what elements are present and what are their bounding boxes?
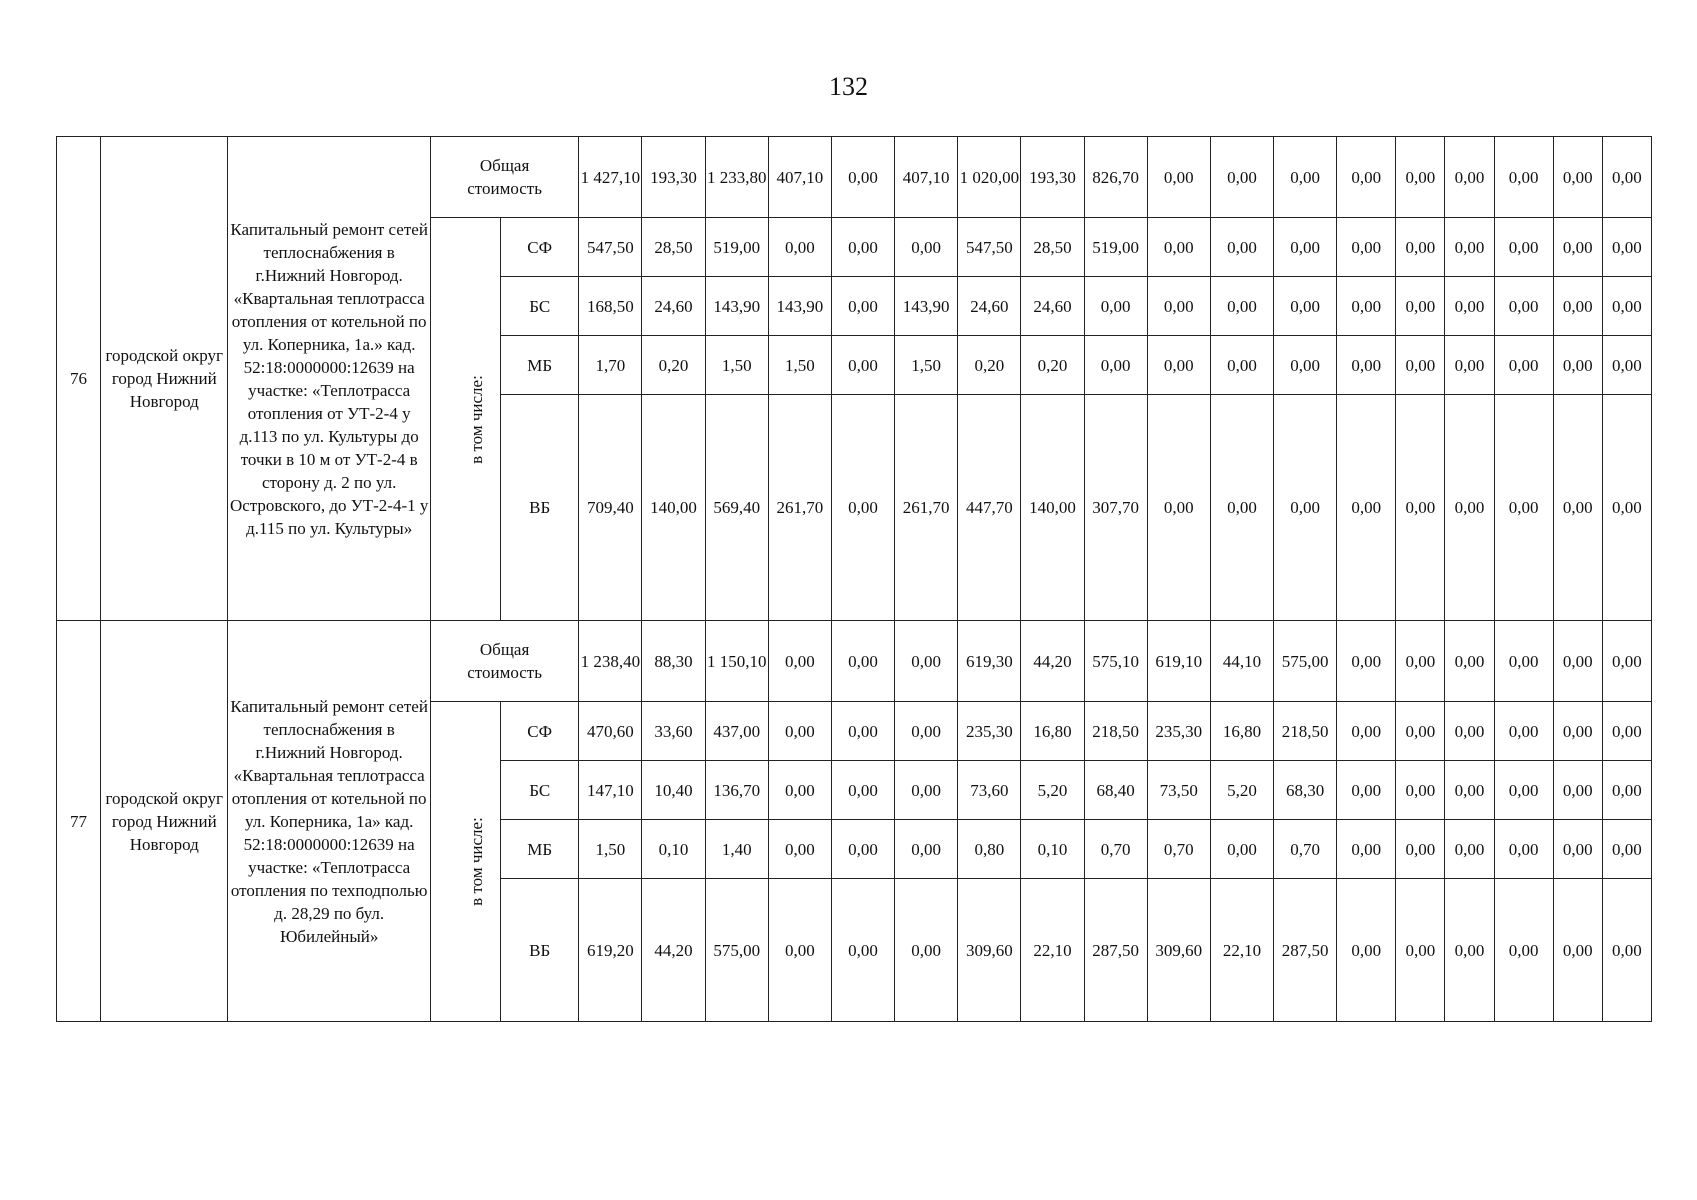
value-cell: 575,10: [1084, 621, 1147, 702]
value-cell: 0,00: [1445, 621, 1494, 702]
value-cell: 0,00: [1602, 218, 1651, 277]
value-cell: 0,00: [1445, 395, 1494, 621]
value-cell: 0,00: [895, 702, 958, 761]
value-cell: 1 233,80: [705, 137, 768, 218]
value-cell: 143,90: [895, 277, 958, 336]
page-number: 132: [829, 72, 868, 101]
value-cell: 24,60: [1021, 277, 1084, 336]
value-cell: 235,30: [958, 702, 1021, 761]
value-cell: 0,00: [768, 761, 831, 820]
value-cell: 0,00: [1553, 336, 1602, 395]
value-cell: 709,40: [579, 395, 642, 621]
value-cell: 44,20: [642, 879, 705, 1022]
funding-source-label: МБ: [501, 336, 579, 395]
value-cell: 235,30: [1147, 702, 1210, 761]
value-cell: 0,00: [1445, 277, 1494, 336]
value-cell: 569,40: [705, 395, 768, 621]
value-cell: 0,00: [1210, 218, 1273, 277]
value-cell: 0,00: [1553, 820, 1602, 879]
value-cell: 73,50: [1147, 761, 1210, 820]
value-cell: 16,80: [1210, 702, 1273, 761]
value-cell: 0,10: [642, 820, 705, 879]
value-cell: 24,60: [958, 277, 1021, 336]
value-cell: 22,10: [1021, 879, 1084, 1022]
value-cell: 0,00: [1445, 761, 1494, 820]
funding-source-label: СФ: [501, 218, 579, 277]
value-cell: 0,00: [1396, 820, 1445, 879]
value-cell: 0,80: [958, 820, 1021, 879]
value-cell: 1,50: [768, 336, 831, 395]
value-cell: 193,30: [642, 137, 705, 218]
value-cell: 0,00: [768, 218, 831, 277]
value-cell: 0,00: [1274, 336, 1337, 395]
value-cell: 407,10: [895, 137, 958, 218]
value-cell: 0,00: [1494, 277, 1553, 336]
value-cell: 0,00: [895, 761, 958, 820]
record-total-row: [57, 621, 1652, 702]
value-cell: 575,00: [1274, 621, 1337, 702]
value-cell: 0,00: [1553, 879, 1602, 1022]
value-cell: 0,00: [1337, 395, 1396, 621]
value-cell: 0,00: [1210, 820, 1273, 879]
value-cell: 218,50: [1274, 702, 1337, 761]
value-cell: 0,00: [1553, 277, 1602, 336]
value-cell: 0,00: [831, 702, 894, 761]
value-cell: 73,60: [958, 761, 1021, 820]
value-cell: 1 427,10: [579, 137, 642, 218]
value-cell: 0,00: [1147, 336, 1210, 395]
value-cell: 0,00: [1553, 621, 1602, 702]
value-cell: 136,70: [705, 761, 768, 820]
value-cell: 22,10: [1210, 879, 1273, 1022]
value-cell: 0,00: [1602, 820, 1651, 879]
value-cell: 28,50: [1021, 218, 1084, 277]
value-cell: 0,00: [1553, 218, 1602, 277]
value-cell: 140,00: [1021, 395, 1084, 621]
value-cell: 0,00: [1602, 277, 1651, 336]
value-cell: 0,00: [831, 395, 894, 621]
total-cost-label: Общая стоимость: [430, 621, 578, 702]
value-cell: 619,30: [958, 621, 1021, 702]
value-cell: 44,20: [1021, 621, 1084, 702]
value-cell: 0,20: [958, 336, 1021, 395]
record-description: Капитальный ремонт сетей теплоснабжения в г.Нижний Новгород. «Квартальная теплотрасса отопления от котельной по ул. Коперника, 1а.» кад. 52:18:0000000:12639 на участке: «Теплотрасса отопления от УТ-2-4 у д.113 по ул. Культуры до точки в 10 м от УТ-2-4 в сторону д. 2 по ул. Островского, до УТ-2-4-1 у д.115 по ул. Культуры»: [228, 137, 431, 621]
value-cell: 0,00: [1602, 702, 1651, 761]
value-cell: 0,00: [1396, 702, 1445, 761]
value-cell: 0,00: [1445, 879, 1494, 1022]
value-cell: 619,10: [1147, 621, 1210, 702]
value-cell: 0,00: [1396, 137, 1445, 218]
funding-source-label: МБ: [501, 820, 579, 879]
value-cell: 0,00: [1084, 277, 1147, 336]
value-cell: 287,50: [1084, 879, 1147, 1022]
value-cell: 0,00: [895, 820, 958, 879]
value-cell: 0,00: [1445, 137, 1494, 218]
value-cell: 143,90: [705, 277, 768, 336]
value-cell: 0,00: [1396, 277, 1445, 336]
value-cell: 309,60: [1147, 879, 1210, 1022]
value-cell: 147,10: [579, 761, 642, 820]
value-cell: 28,50: [642, 218, 705, 277]
value-cell: 218,50: [1084, 702, 1147, 761]
record-municipality: городской округ город Нижний Новгород: [101, 137, 228, 621]
value-cell: 519,00: [705, 218, 768, 277]
value-cell: 5,20: [1021, 761, 1084, 820]
value-cell: 0,00: [1553, 761, 1602, 820]
value-cell: 1 238,40: [579, 621, 642, 702]
value-cell: 0,70: [1147, 820, 1210, 879]
value-cell: 0,00: [831, 336, 894, 395]
value-cell: 547,50: [958, 218, 1021, 277]
value-cell: 0,00: [1494, 879, 1553, 1022]
value-cell: 0,00: [1396, 879, 1445, 1022]
value-cell: 0,00: [1274, 137, 1337, 218]
value-cell: 0,00: [1602, 761, 1651, 820]
value-cell: 0,00: [1274, 395, 1337, 621]
record-index: 76: [57, 137, 101, 621]
value-cell: 0,00: [1084, 336, 1147, 395]
value-cell: 0,00: [1494, 702, 1553, 761]
record-description: Капитальный ремонт сетей теплоснабжения в г.Нижний Новгород. «Квартальная теплотрасса отопления от котельной по ул. Коперника, 1а» кад. 52:18:0000000:12639 на участке: «Теплотрасса отопления по техподполью д. 28,29 по бул. Юбилейный»: [228, 621, 431, 1022]
value-cell: 0,00: [831, 218, 894, 277]
value-cell: 0,00: [1210, 336, 1273, 395]
value-cell: 68,40: [1084, 761, 1147, 820]
value-cell: 0,00: [1337, 336, 1396, 395]
value-cell: 0,00: [1210, 395, 1273, 621]
value-cell: 261,70: [768, 395, 831, 621]
value-cell: 0,00: [1210, 277, 1273, 336]
record-total-row: [57, 137, 1652, 218]
including-text: в том числе:: [466, 817, 486, 906]
funding-source-label: ВБ: [501, 395, 579, 621]
value-cell: 0,20: [642, 336, 705, 395]
record-municipality: городской округ город Нижний Новгород: [101, 621, 228, 1022]
value-cell: 0,00: [1147, 137, 1210, 218]
value-cell: 0,70: [1274, 820, 1337, 879]
value-cell: 0,00: [1396, 395, 1445, 621]
value-cell: 0,00: [1147, 218, 1210, 277]
value-cell: 140,00: [642, 395, 705, 621]
value-cell: 0,00: [1445, 702, 1494, 761]
value-cell: 0,00: [831, 761, 894, 820]
value-cell: 0,10: [1021, 820, 1084, 879]
value-cell: 0,00: [1274, 277, 1337, 336]
value-cell: 519,00: [1084, 218, 1147, 277]
value-cell: 437,00: [705, 702, 768, 761]
value-cell: 0,00: [1602, 879, 1651, 1022]
value-cell: 0,00: [1602, 336, 1651, 395]
funding-source-label: СФ: [501, 702, 579, 761]
including-text: в том числе:: [466, 374, 486, 464]
value-cell: 193,30: [1021, 137, 1084, 218]
value-cell: 0,00: [1337, 218, 1396, 277]
value-cell: 0,00: [1396, 218, 1445, 277]
value-cell: 16,80: [1021, 702, 1084, 761]
including-label: [430, 218, 500, 621]
value-cell: 33,60: [642, 702, 705, 761]
value-cell: 1,40: [705, 820, 768, 879]
value-cell: 0,00: [1445, 218, 1494, 277]
value-cell: 0,00: [1445, 336, 1494, 395]
value-cell: 0,00: [1494, 820, 1553, 879]
value-cell: 1,50: [705, 336, 768, 395]
value-cell: 0,00: [1337, 761, 1396, 820]
value-cell: 0,00: [1602, 395, 1651, 621]
value-cell: 0,00: [1147, 395, 1210, 621]
value-cell: 0,00: [1337, 879, 1396, 1022]
value-cell: 0,00: [895, 879, 958, 1022]
value-cell: 0,00: [1602, 621, 1651, 702]
value-cell: 619,20: [579, 879, 642, 1022]
value-cell: 0,00: [831, 621, 894, 702]
value-cell: 143,90: [768, 277, 831, 336]
value-cell: 0,00: [1494, 621, 1553, 702]
including-label: [430, 702, 500, 1022]
value-cell: 0,00: [831, 137, 894, 218]
value-cell: 0,20: [1021, 336, 1084, 395]
value-cell: 1 150,10: [705, 621, 768, 702]
value-cell: 0,00: [831, 277, 894, 336]
value-cell: 0,00: [831, 820, 894, 879]
value-cell: 0,00: [1553, 395, 1602, 621]
value-cell: 0,00: [1494, 395, 1553, 621]
value-cell: 0,00: [1337, 137, 1396, 218]
total-cost-label: Общая стоимость: [430, 137, 578, 218]
value-cell: 0,70: [1084, 820, 1147, 879]
value-cell: 1,70: [579, 336, 642, 395]
value-cell: 0,00: [895, 621, 958, 702]
value-cell: 0,00: [1396, 336, 1445, 395]
value-cell: 0,00: [1337, 277, 1396, 336]
value-cell: 88,30: [642, 621, 705, 702]
value-cell: 309,60: [958, 879, 1021, 1022]
record-index: 77: [57, 621, 101, 1022]
value-cell: 0,00: [1602, 137, 1651, 218]
value-cell: 24,60: [642, 277, 705, 336]
value-cell: 0,00: [1396, 761, 1445, 820]
value-cell: 0,00: [1337, 702, 1396, 761]
value-cell: 1 020,00: [958, 137, 1021, 218]
value-cell: 0,00: [768, 702, 831, 761]
value-cell: 307,70: [1084, 395, 1147, 621]
funding-source-label: ВБ: [501, 879, 579, 1022]
value-cell: 0,00: [1337, 621, 1396, 702]
value-cell: 0,00: [1445, 820, 1494, 879]
value-cell: 0,00: [768, 820, 831, 879]
value-cell: 547,50: [579, 218, 642, 277]
value-cell: 0,00: [1147, 277, 1210, 336]
value-cell: 0,00: [1494, 218, 1553, 277]
funding-source-label: БС: [501, 761, 579, 820]
value-cell: 1,50: [579, 820, 642, 879]
value-cell: 0,00: [1494, 137, 1553, 218]
value-cell: 0,00: [768, 879, 831, 1022]
value-cell: 0,00: [1494, 336, 1553, 395]
value-cell: 68,30: [1274, 761, 1337, 820]
value-cell: 0,00: [768, 621, 831, 702]
budget-table: [56, 136, 1652, 1022]
value-cell: 0,00: [1494, 761, 1553, 820]
value-cell: 0,00: [1274, 218, 1337, 277]
value-cell: 261,70: [895, 395, 958, 621]
value-cell: 826,70: [1084, 137, 1147, 218]
value-cell: 407,10: [768, 137, 831, 218]
value-cell: 287,50: [1274, 879, 1337, 1022]
value-cell: 10,40: [642, 761, 705, 820]
value-cell: 168,50: [579, 277, 642, 336]
value-cell: 0,00: [895, 218, 958, 277]
value-cell: 470,60: [579, 702, 642, 761]
value-cell: 0,00: [1553, 702, 1602, 761]
value-cell: 0,00: [1337, 820, 1396, 879]
value-cell: 0,00: [831, 879, 894, 1022]
value-cell: 0,00: [1396, 621, 1445, 702]
value-cell: 1,50: [895, 336, 958, 395]
value-cell: 44,10: [1210, 621, 1273, 702]
value-cell: 447,70: [958, 395, 1021, 621]
value-cell: 5,20: [1210, 761, 1273, 820]
value-cell: 575,00: [705, 879, 768, 1022]
funding-source-label: БС: [501, 277, 579, 336]
value-cell: 0,00: [1553, 137, 1602, 218]
value-cell: 0,00: [1210, 137, 1273, 218]
